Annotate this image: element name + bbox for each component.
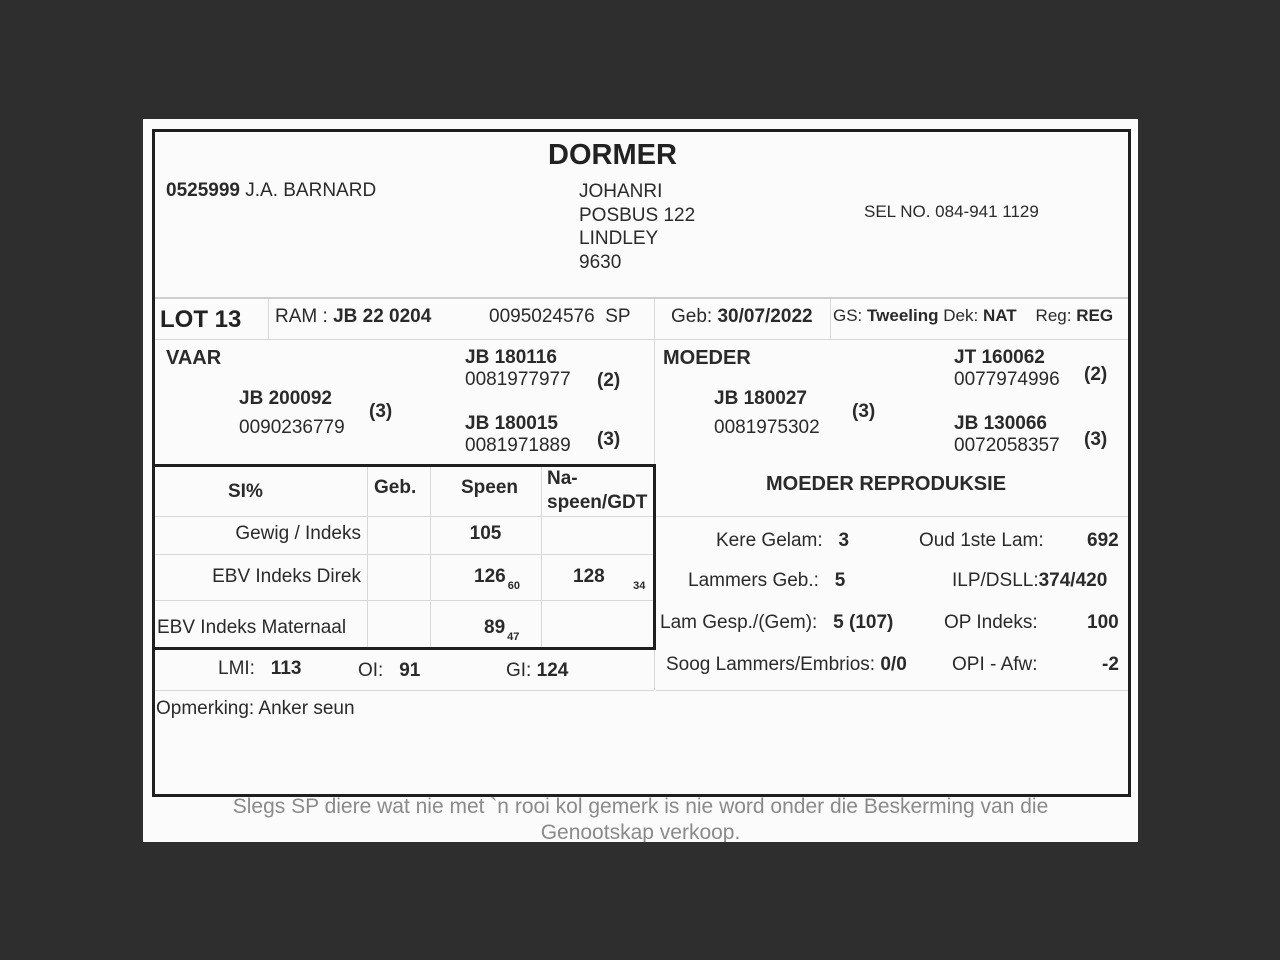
- breeder-name: J.A. BARNARD: [245, 180, 377, 201]
- si-table-right: [653, 464, 656, 650]
- oi-label: OI:: [358, 660, 384, 681]
- maternaal-speen-sub: 47: [507, 631, 520, 643]
- speen-header: Speen: [461, 477, 519, 498]
- ram-number-value: 0095024576: [489, 306, 595, 327]
- address-line: LINDLEY: [579, 228, 659, 249]
- sire-entry: [239, 384, 345, 442]
- dam-dam-entry: [954, 413, 1060, 457]
- divider: [155, 339, 1128, 340]
- ilp-value: 374/420: [1038, 570, 1108, 591]
- dam-sire-id: JT 160062: [954, 347, 1045, 368]
- dam-sire-entry: [954, 347, 1060, 391]
- ram-grade: SP: [605, 306, 631, 327]
- ilp-dsll: [952, 570, 1107, 592]
- divider: [367, 467, 368, 647]
- oud-1ste-lam-label: Oud 1ste Lam:: [919, 530, 1044, 551]
- sire-grade: (3): [369, 401, 393, 422]
- direk-speen-value: [474, 566, 520, 592]
- gi-value: 124: [536, 660, 569, 681]
- gewig-speen: 105: [469, 523, 502, 544]
- naspeen-header: [547, 467, 647, 515]
- ram-label: RAM :: [275, 306, 328, 327]
- kere-gelam: [716, 530, 849, 552]
- footer-line-2: Genootskap verkoop.: [540, 821, 741, 842]
- birth-date: [671, 306, 813, 328]
- breed-title: DORMER: [548, 139, 677, 171]
- direk-speen: 126: [474, 566, 506, 587]
- sire-number: 0090236779: [239, 417, 345, 438]
- divider: [541, 467, 542, 647]
- dam-sire-grade: (2): [1084, 364, 1108, 385]
- footer-line-1: Slegs SP diere wat nie met `n rooi kol gemerk is nie word onder die Beskerming van die: [232, 795, 1049, 818]
- frame-top: [152, 129, 1131, 132]
- divider: [654, 650, 655, 690]
- reg-label: Reg:: [1035, 306, 1072, 325]
- divider: [654, 299, 655, 339]
- divider: [155, 554, 653, 555]
- dek-value: NAT: [982, 306, 1017, 325]
- breeder-code: 0525999: [166, 180, 240, 201]
- lam-gesp: [660, 612, 893, 634]
- birth-label: Geb:: [671, 306, 713, 327]
- op-indeks-value: 100: [1087, 612, 1119, 633]
- gs-label: GS:: [833, 306, 863, 325]
- phone-number: SEL NO. 084-941 1129: [864, 202, 1039, 221]
- soog-label: Soog Lammers/Embrios:: [666, 654, 876, 675]
- sire-sire-number: 0081977977: [465, 369, 571, 390]
- dam-dam-grade: (3): [1084, 429, 1108, 450]
- maternaal-speen: 89: [484, 617, 506, 638]
- si-table-bottom: [155, 647, 656, 650]
- opi-afw-label: OPI - Afw:: [952, 654, 1038, 675]
- lammers-geb: [688, 570, 845, 592]
- dam-sire-number: 0077974996: [954, 369, 1060, 390]
- direk-naspeen-value: [573, 566, 646, 592]
- divider: [654, 340, 655, 464]
- opi-afw-value: -2: [1102, 654, 1119, 675]
- sire-sire-grade: (2): [597, 370, 621, 391]
- gesp-value: 5 (107): [833, 612, 894, 633]
- dek-label: Dek:: [943, 306, 979, 325]
- dam-dam-number: 0072058357: [954, 435, 1060, 456]
- divider: [830, 299, 831, 339]
- reg-value: REG: [1076, 306, 1114, 325]
- address: [579, 180, 695, 274]
- gesp-label: Lam Gesp./(Gem):: [660, 612, 818, 633]
- sire-id: JB 200092: [239, 388, 332, 409]
- breeder: [166, 180, 376, 202]
- remark: Opmerking: Anker seun: [156, 698, 355, 719]
- dam-dam-id: JB 130066: [954, 413, 1047, 434]
- address-line: POSBUS 122: [579, 204, 696, 226]
- gewig-speen-value: [430, 523, 541, 545]
- op-indeks-label: OP Indeks:: [944, 612, 1038, 633]
- divider: [155, 516, 653, 517]
- soog-value: 0/0: [880, 654, 907, 675]
- divider: [656, 690, 1128, 691]
- maternaal-speen-value: [484, 617, 520, 643]
- lmi-value: 113: [270, 658, 302, 679]
- oi-value: 91: [399, 660, 421, 681]
- lammers-value: 5: [834, 570, 846, 591]
- lammers-label: Lammers Geb.:: [688, 570, 819, 591]
- naspeen-header-line: Na-: [547, 468, 578, 489]
- gi: [506, 660, 568, 682]
- ram-number: [489, 306, 631, 328]
- frame-right: [1128, 129, 1131, 797]
- divider: [430, 467, 431, 647]
- divider: [656, 516, 1128, 517]
- dam-title: MOEDER: [663, 347, 751, 369]
- dam-number: 0081975302: [714, 417, 820, 438]
- birth-value: 30/07/2022: [717, 306, 813, 327]
- sire-dam-id: JB 180015: [465, 413, 558, 434]
- gs-value: Tweeling: [867, 306, 939, 325]
- reproduction-title: MOEDER REPRODUKSIE: [766, 473, 1007, 495]
- si-header: SI%: [228, 481, 263, 502]
- sire-dam-entry: [465, 413, 571, 457]
- lmi-label: LMI:: [218, 658, 255, 679]
- sire-sire-id: JB 180116: [465, 347, 557, 368]
- address-line: 9630: [579, 251, 622, 273]
- divider: [155, 690, 654, 691]
- gs-dek-reg: [833, 306, 1113, 326]
- kere-value: 3: [838, 530, 850, 551]
- gi-label: GI:: [506, 660, 532, 681]
- lmi: [218, 658, 301, 680]
- naspeen-header-line: speen/GDT: [547, 492, 648, 513]
- dam-grade: (3): [852, 401, 876, 422]
- sire-dam-number: 0081971889: [465, 435, 571, 456]
- address-line: JOHANRI: [579, 181, 663, 202]
- divider: [155, 297, 1128, 299]
- soog-lammers: [666, 654, 907, 676]
- row-label-direk: EBV Indeks Direk: [212, 566, 361, 587]
- ram-id: [275, 306, 431, 328]
- dam-id: JB 180027: [714, 388, 807, 409]
- sire-title: VAAR: [166, 347, 222, 369]
- row-label-maternaal: EBV Indeks Maternaal: [157, 617, 347, 638]
- sire-sire-entry: [465, 347, 571, 391]
- divider: [268, 299, 269, 339]
- frame-left: [152, 129, 155, 797]
- dam-entry: [714, 384, 820, 442]
- auction-card: [143, 119, 1138, 842]
- direk-naspeen: 128: [573, 566, 605, 587]
- sire-dam-grade: (3): [597, 429, 621, 450]
- kere-label: Kere Gelam:: [716, 530, 823, 551]
- divider: [155, 600, 653, 601]
- ram-value: JB 22 0204: [333, 306, 432, 327]
- ilp-label: ILP/DSLL:: [952, 570, 1039, 591]
- oud-1ste-lam-value: 692: [1087, 530, 1119, 551]
- direk-speen-sub: 60: [507, 580, 520, 592]
- lot-number: LOT 13: [160, 306, 242, 333]
- direk-naspeen-sub: 34: [633, 580, 646, 592]
- row-label-gewig: Gewig / Indeks: [235, 523, 361, 544]
- oi: [358, 660, 420, 682]
- geb-header: Geb.: [374, 477, 417, 498]
